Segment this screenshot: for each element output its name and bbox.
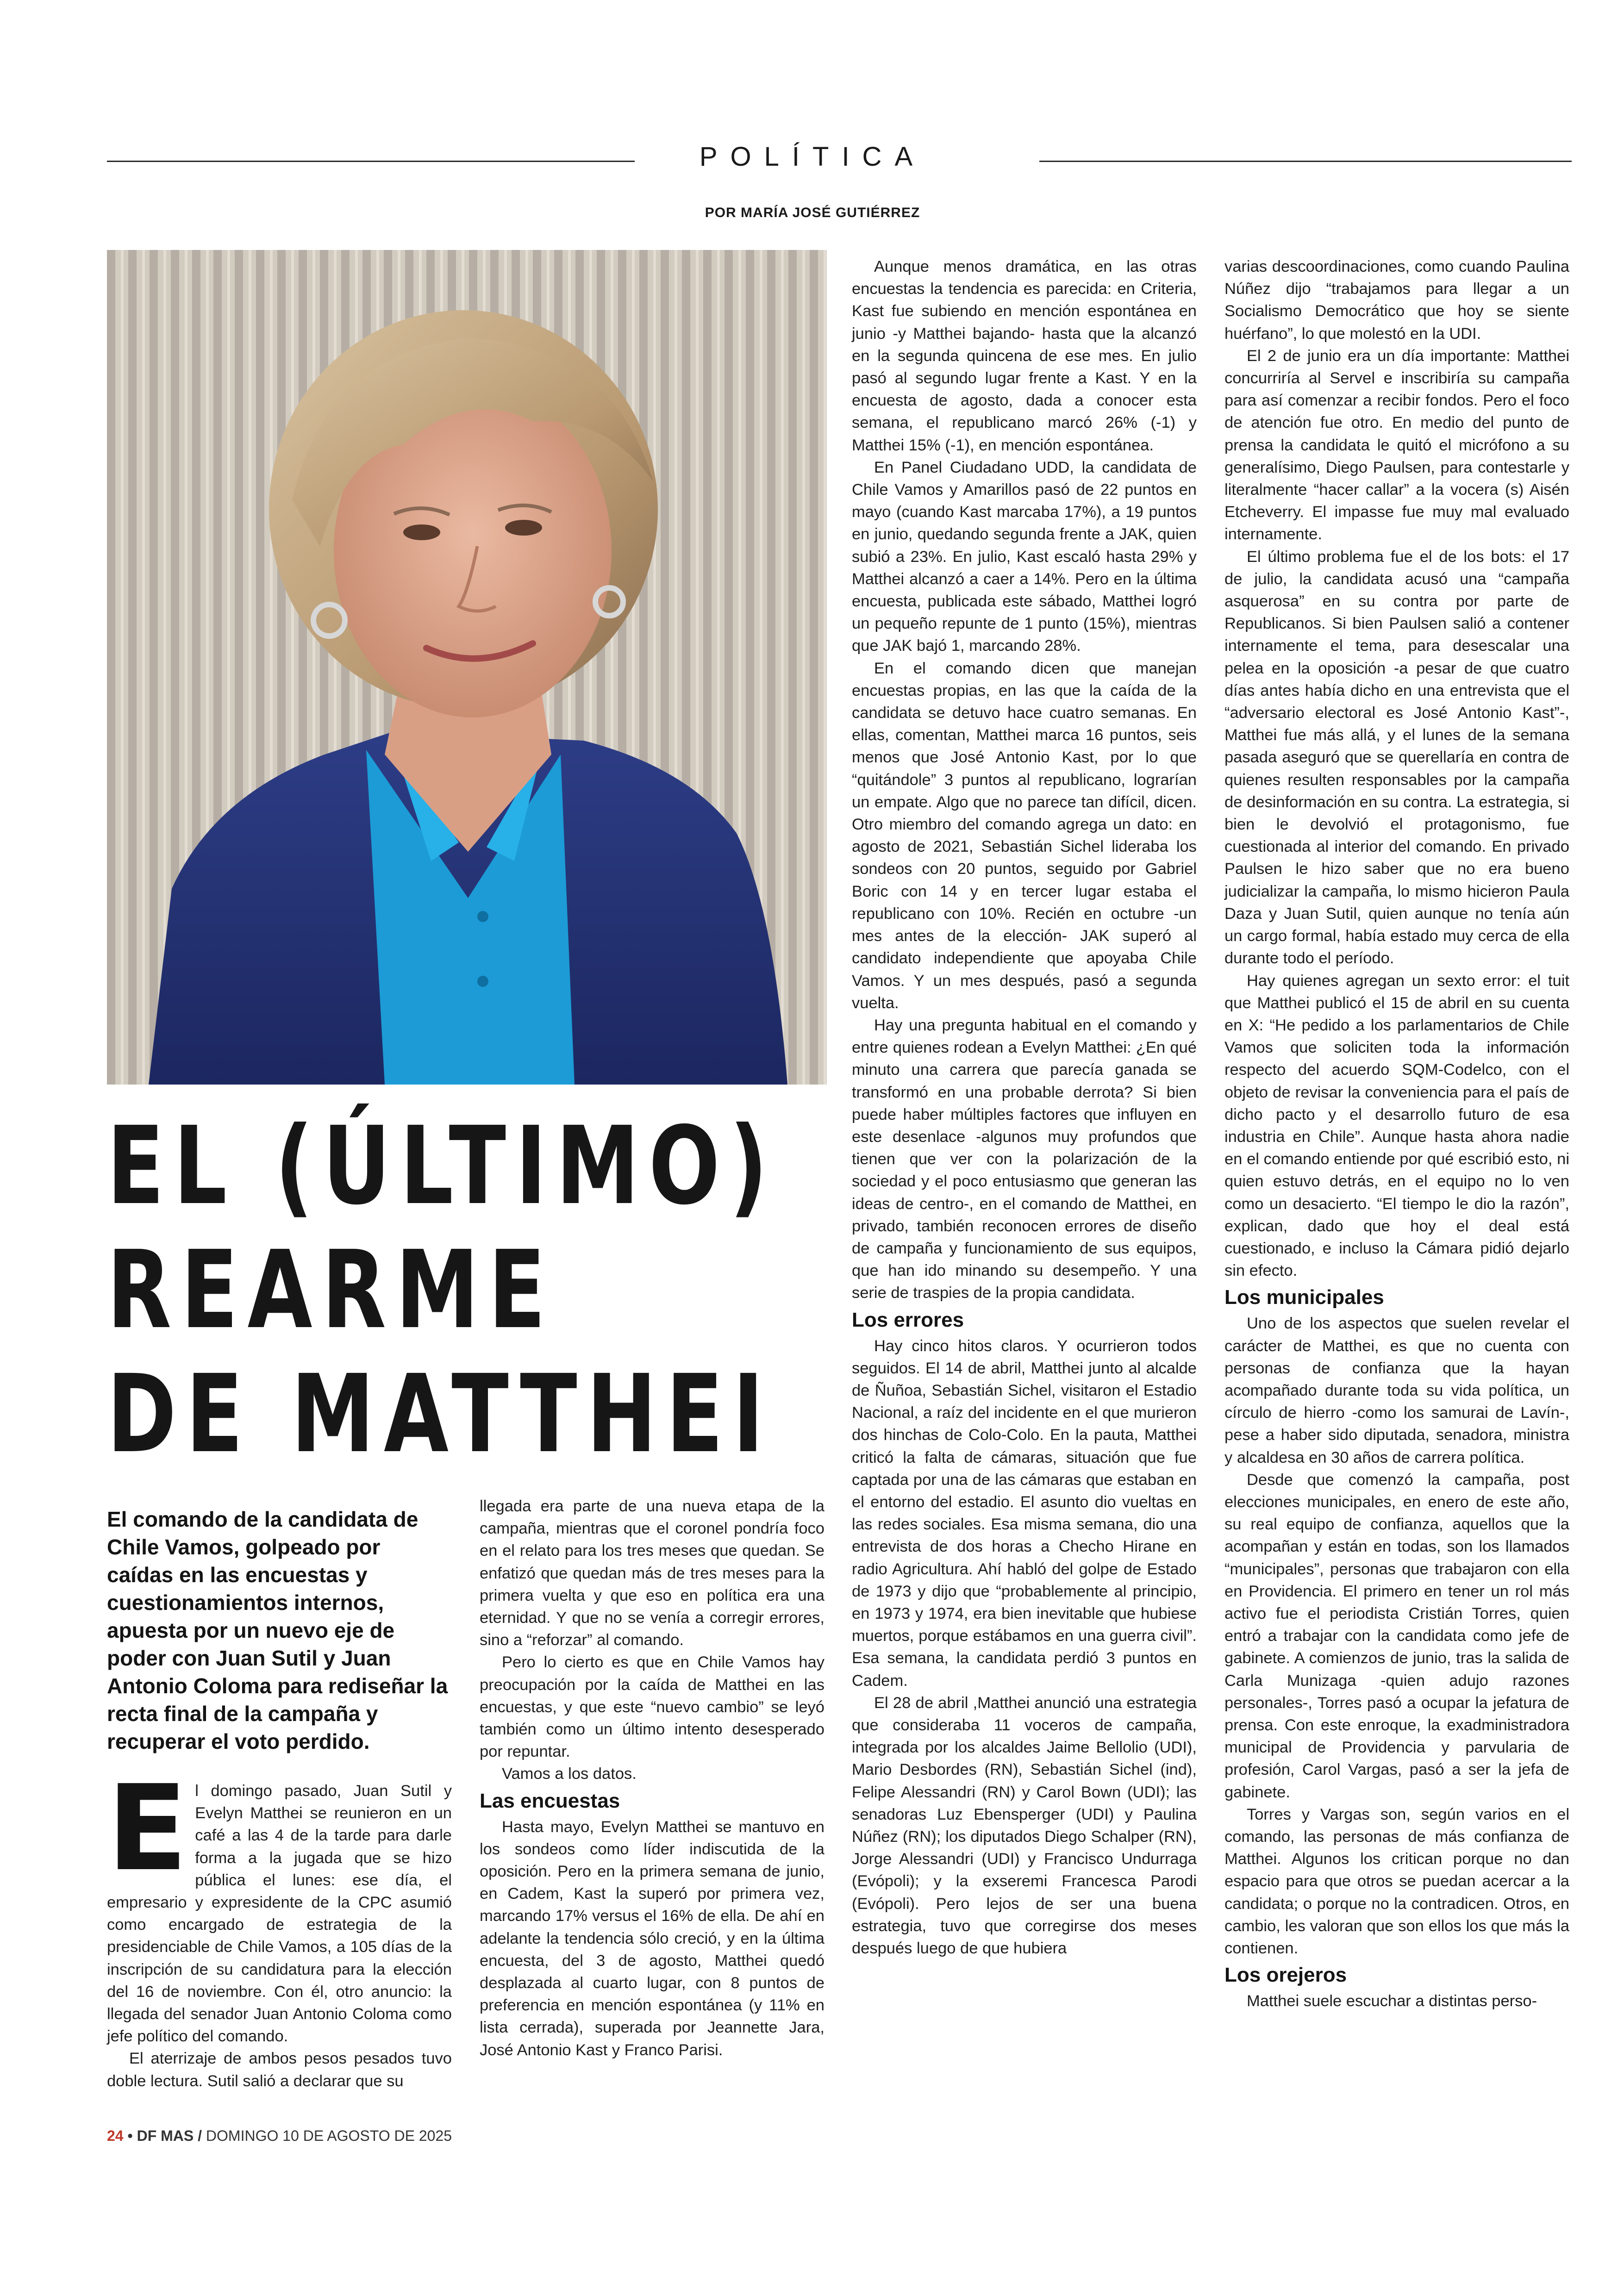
subhead-las-encuestas: Las encuestas xyxy=(480,1789,620,1812)
paragraph: Matthei suele escuchar a distintas perso- xyxy=(1247,1992,1537,2010)
subhead-los-municipales: Los municipales xyxy=(1224,1286,1384,1309)
body-column-1 xyxy=(107,1760,452,2092)
paragraph: Hay quienes agregan un sexto error: el tuit que Matthei publicó el 15 de abril en su cuenta en X: “He pedido a los parlamentarios de Chile Vamos que soliciten toda la información respecto del acuerdo SQM-Codelco, con el objeto de revisar la conveniencia para el país de dicho pacto y el desarrollo futuro de esa industria en Chile”. Aunque hasta ahora nadie en el comando entiende por qué escribió esto, ni quien estuvo detrás, en el equipo no lo ven como un desacierto. “El tiempo le dio la razón”, explican, dado que hoy el deal está cuestionado, e incluso la Cámara pidió dejarlo sin efecto. xyxy=(1224,972,1569,1280)
paragraph: llegada era parte de una nueva etapa de la campaña, mientras que el coronel pondría foco en el relato para los tres meses que quedan. Se enfatizó que quedan más de tres meses para la primera vuelta y que eso en política era una eternidad. Y que no se venía a corregir errores, sino a “reforzar” al comando. xyxy=(480,1497,824,1649)
paragraph: Hasta mayo, Evelyn Matthei se mantuvo en los sondeos como líder indiscutida de la oposición. Pero en la primera semana de junio, en Cadem, Kast la superó por primera vez, marcando 17% versus el 16% de ella. De ahí en adelante la tendencia sólo creció, y en la última encuesta, del 3 de agosto, Matthei quedó desplazada al cuarto lugar, con 8 puntos de preferencia en mención espontánea (y 11% en lista cerrada), superada por Jeannette Jara, José Antonio Kast y Franco Parisi. xyxy=(480,1818,824,2059)
byline: POR MARÍA JOSÉ GUTIÉRREZ xyxy=(705,205,920,220)
paragraph: El 28 de abril ,Matthei anunció una estrategia que consideraba 11 voceros de campaña, integrada por los alcaldes Jaime Bellolio (UDI), Mario Desbordes (RN), Sebastián Sichel (ind), Felipe Alessandri (RN) y Carol Bown (UDI); las senadoras Luz Ebensperger (UDI) y Paulina Núñez (RN); los diputados Diego Schalper (RN), Jorge Alessandri (UDI) y Francisco Undurraga (Evópoli); y la exseremi Francesca Parodi (Evópoli). Pero lejos de ser una buena estrategia, tuvo que corregirse dos meses después luego de que hubiera xyxy=(852,1694,1197,1958)
header-rule-right xyxy=(1039,161,1572,162)
headline xyxy=(107,1104,777,1477)
paragraph: El 2 de junio era un día importante: Matthei concurriría al Servel e inscribiría su campaña para así comenzar a recibir fondos. Pero el foco de atención fue otro. En medio del punto de prensa la candidata le quitó el micrófono a su generalísimo, Diego Paulsen, para contestarle y literalmente “hacer callar” a la vocera (s) Aisén Etcheverry. El impasse fue muy mal evaluado internamente. xyxy=(1224,347,1569,543)
paragraph: Uno de los aspectos que suelen revelar el carácter de Matthei, es que no cuenta con personas de confianza que la hayan acompañado durante toda su vida política, un círculo de hierro -como los samurai de Lavín-, pese a haber sido diputada, senadora, ministra y alcaldesa en 30 años de carrera política. xyxy=(1224,1315,1569,1466)
paragraph: l domingo pasado, Juan Sutil y Evelyn Matthei se reunieron en un café a las 4 de la tarde para darle forma a la jugada que se hizo pública el lunes: ese día, el empresario y expresidente de la CPC asumió como encargado de estrategia de la presidenciable de Chile Vamos, a 105 días de la inscripción de su candidatura para la elección del 16 de noviembre. Con él, otro anuncio: la llegada del senador Juan Antonio Coloma como jefe político del comando. xyxy=(107,1782,452,2046)
portrait-illustration xyxy=(107,250,827,1085)
section-label: POLÍTICA xyxy=(699,142,926,172)
portrait-photo xyxy=(107,250,827,1085)
header-rule-left xyxy=(107,161,635,162)
drop-cap: E xyxy=(107,1760,188,1897)
paragraph: Aunque menos dramática, en las otras encuestas la tendencia es parecida: en Criteria, Kast fue subiendo en mención espontánea en junio -y Matthei bajando- hasta que la alcanzó en la segunda quincena de ese mes. En julio pasó al segundo lugar frente a Kast. Y en la encuesta de agosto, dada a conocer esta semana, el republicano marcó 26% (-1) y Matthei 15% (-1), en mención espontánea. xyxy=(852,258,1197,454)
dek: El comando de la candidata de Chile Vamos, golpeado por caídas en las encuestas y cuestionamientos internos, apuesta por un nuevo eje de poder con Juan Sutil y Juan Antonio Coloma para rediseñar la recta final de la campaña y recuperar el voto perdido. xyxy=(107,1507,448,1753)
paragraph: El último problema fue el de los bots: el 17 de julio, la candidata acusó una “campaña asquerosa” en su contra por parte de Republicanos. Si bien Paulsen salió a contener internamente el tema, para desescalar una pelea en la oposición -a pesar de que cuatro días antes había dicho en una entrevista que el “adversario electoral es José Antonio Kast”-, Matthei fue más allá, y el lunes de la semana pasada aseguró que se querellaría en contra de quienes resulten responsables por la campaña de desinformación en su contra. La estrategia, si bien le devolvió el protagonismo, fue cuestionada al interior del comando. En privado Paulsen le hizo saber que no era bueno judicializar la campaña, lo mismo hicieron Paula Daza y Juan Sutil, quien aunque no tenía aún un cargo formal, había estado muy cerca de ella durante todo el período. xyxy=(1224,548,1569,967)
paragraph: Hay cinco hitos claros. Y ocurrieron todos seguidos. El 14 de abril, Matthei junto al alcalde de Ñuñoa, Sebastián Sichel, visitaron el Estadio Nacional, a raíz del incidente en el que murieron dos hinchas de Colo-Colo. En la pauta, Matthei criticó la falta de cámaras, situación que fue captada por una de las cámaras que estaban en el entorno del estadio. El asunto dio vueltas en las redes sociales. Esa misma semana, dio una entrevista de dos horas a Checho Hirane en radio Agricultura. Ahí habló del golpe de Estado de 1973 y dijo que “probablemente al principio, en 1973 y 1974, era bien inevitable que hubiese muertos, porque estábamos en una guerra civil”. Esa semana, la candidata perdió 3 puntos en Cadem. xyxy=(852,1337,1197,1690)
subhead-los-errores: Los errores xyxy=(852,1308,964,1331)
publication-name: • DF MAS / xyxy=(127,2127,202,2144)
paragraph: varias descoordinaciones, como cuando Paulina Núñez dijo “trabajamos para llegar a un Socialismo Democrático que hoy se siente huérfano”, lo que molestó en la UDI. xyxy=(1224,258,1569,343)
paragraph: En el comando dicen que manejan encuestas propias, en las que la caída de la candidata se detuvo hace cuatro semanas. En ellas, comentan, Matthei marca 16 puntos, seis menos que José Antonio Kast, por lo que “quitándole” 3 puntos al republicano, lograrían un empate. Algo que no parece tan difícil, dicen. Otro miembro del comando agrega un dato: en agosto de 2021, Sebastián Sichel lideraba los sondeos con 20 puntos, seguido por Gabriel Boric con 14 y en tercer lugar estaba el republicano con 10%. Recién en octubre -un mes antes de la elección- JAK superó al candidato independiente que apoyaba Chile Vamos. Y un mes después, pasó a segunda vuelta. xyxy=(852,659,1197,1012)
page-number: 24 xyxy=(107,2127,124,2144)
paragraph: Vamos a los datos. xyxy=(502,1765,637,1783)
headline-line-1: EL (ÚLTIMO) xyxy=(107,1104,777,1229)
issue-date: DOMINGO 10 DE AGOSTO DE 2025 xyxy=(206,2127,452,2144)
body-column-4 xyxy=(1224,256,1569,2012)
paragraph: Desde que comenzó la campaña, post elecciones municipales, en enero de este año, su real equipo de confianza, aquellos que la acompañan y están en todas, son los llamados “municipales”, personas que trabajaron con ella en Providencia. El primero en tener un rol más activo fue el periodista Cristián Torres, quien entró a trabajar con la candidata como jefe de gabinete. A comienzos de junio, tras la salida de Carla Munizaga -quien adujo razones personales-, Torres pasó a ocupar la jefatura de prensa. Con este enroque, la exadministradora municipal de Providencia y parvularia de profesión, Carol Vargas, pasó a ser la jefa de gabinete. xyxy=(1224,1471,1569,1801)
body-column-2 xyxy=(480,1495,824,2061)
paragraph: En Panel Ciudadano UDD, la candidata de Chile Vamos y Amarillos pasó de 22 puntos en mayo (cuando Kast marcaba 17%), a 19 puntos en junio, quedando segunda frente a JAK, quien subió a 23%. En julio, Kast escaló hasta 29% y Matthei alcanzó a caer a 14%. Pero en la última encuesta, publicada este sábado, Matthei logró un pequeño repunte de 1 punto (15%), mientras que JAK bajó 1, marcando 28%. xyxy=(852,458,1197,655)
paragraph: Torres y Vargas son, según varios en el comando, las personas de más confianza de Matthei. Algunos los critican porque no dan espacio para que otros se puedan acercar a la candidata; o porque no la contradicen. Otros, en cambio, les valoran que son ellos los que más la contienen. xyxy=(1224,1805,1569,1958)
subhead-los-orejeros: Los orejeros xyxy=(1224,1964,1347,1987)
paragraph: Pero lo cierto es que en Chile Vamos hay preocupación por la caída de Matthei en las encuestas, y que este “nuevo cambio” se leyó también como un último intento desesperado por repuntar. xyxy=(480,1653,824,1761)
page-footer xyxy=(107,2127,452,2145)
body-column-3 xyxy=(852,256,1197,1959)
headline-line-2: REARME xyxy=(107,1228,555,1353)
paragraph: Hay una pregunta habitual en el comando y entre quienes rodean a Evelyn Matthei: ¿En qué minuto una carrera que parecía ganada se transformó en una probable derrota? Si bien puede haber múltiples factores que influyen en este desenlace -algunos muy profundos que tienen que ver con la polarización de la sociedad y el poco entusiasmo que generan las ideas de centro-, en el comando de Matthei, en privado, también reconocen errores de diseño de campaña y funcionamiento de sus equipos, que han ido minando su desempeño. Y una serie de traspies de la propia candidata. xyxy=(852,1016,1197,1302)
headline-line-3: DE MATTHEI xyxy=(107,1352,774,1477)
paragraph: El aterrizaje de ambos pesos pesados tuvo doble lectura. Sutil salió a declarar que su xyxy=(107,2050,452,2090)
